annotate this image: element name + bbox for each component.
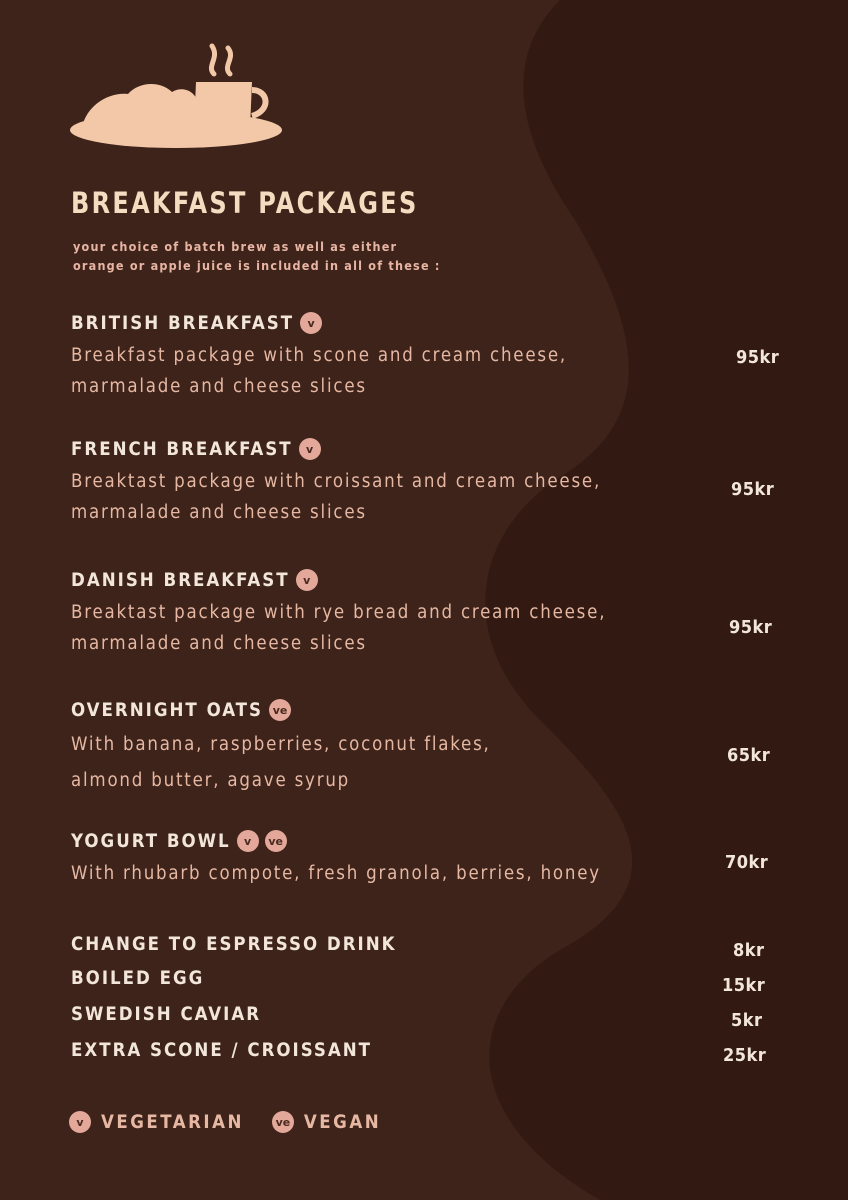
item-price: 65kr	[727, 745, 771, 766]
legend-vegan-label: VEGAN	[303, 1111, 382, 1133]
coffee-and-croissant-icon	[68, 40, 288, 152]
vegetarian-badge-icon: v	[296, 569, 318, 591]
vegetarian-badge-icon: v	[69, 1111, 91, 1133]
extra-item-price: 5kr	[731, 1010, 763, 1031]
vegetarian-badge-icon: v	[300, 312, 322, 334]
menu-item	[71, 569, 631, 659]
item-description: Breakfast package with scone and cream cheese, marmalade and cheese slices	[71, 345, 567, 397]
item-description: With rhubarb compote, fresh granola, berries, honey	[71, 863, 601, 884]
menu-item	[71, 438, 631, 528]
extra-item-name: SWEDISH CAVIAR	[71, 1004, 262, 1025]
menu-item	[71, 312, 631, 402]
vegan-badge-icon: ve	[269, 699, 291, 721]
item-name: FRENCH BREAKFAST	[71, 438, 293, 460]
item-price: 95kr	[731, 479, 775, 500]
dietary-legend	[69, 1111, 381, 1133]
extra-item-name: CHANGE TO ESPRESSO DRINK	[71, 934, 397, 955]
item-price: 95kr	[729, 617, 773, 638]
extra-item-price: 15kr	[722, 975, 766, 996]
extra-item-name: BOILED EGG	[71, 968, 205, 989]
vegan-badge-icon: ve	[272, 1111, 294, 1133]
item-description: With banana, raspberries, coconut flakes, almond butter, agave syrup	[71, 734, 491, 791]
extra-item-name: EXTRA SCONE / CROISSANT	[71, 1040, 373, 1061]
item-name: BRITISH BREAKFAST	[71, 312, 295, 334]
extra-item-price: 8kr	[733, 940, 765, 961]
item-price: 95kr	[736, 347, 780, 368]
vegan-badge-icon: ve	[265, 830, 287, 852]
extra-item-price: 25kr	[723, 1045, 767, 1066]
item-name: DANISH BREAKFAST	[71, 569, 290, 591]
item-name: OVERNIGHT OATS	[71, 699, 264, 721]
item-description: Breaktast package with rye bread and cream cheese, marmalade and cheese slices	[71, 602, 607, 654]
menu-subtitle: your choice of batch brew as well as either orange or apple juice is included in all of these :	[73, 239, 441, 273]
item-price: 70kr	[725, 852, 769, 873]
menu-item	[71, 830, 631, 889]
menu-title: BREAKFAST PACKAGES	[71, 186, 419, 220]
item-name: YOGURT BOWL	[71, 830, 231, 852]
item-description: Breaktast package with croissant and cream cheese, marmalade and cheese slices	[71, 471, 602, 523]
legend-vegetarian-label: VEGETARIAN	[101, 1111, 244, 1133]
vegetarian-badge-icon: v	[299, 438, 321, 460]
menu-item	[71, 699, 631, 799]
vegetarian-badge-icon: v	[237, 830, 259, 852]
